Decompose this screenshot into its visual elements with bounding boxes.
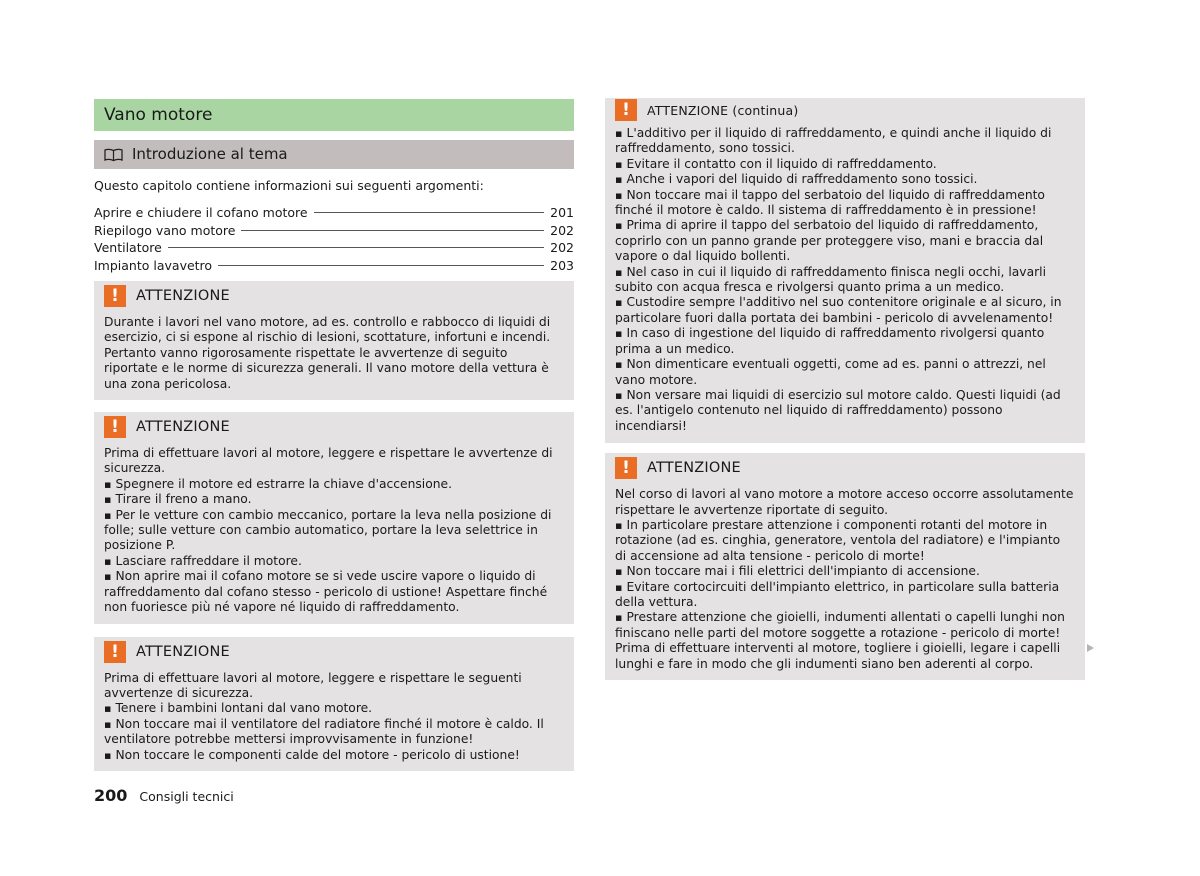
warning-list <box>104 477 564 616</box>
toc-row[interactable] <box>94 257 574 275</box>
toc-page: 202 <box>550 222 574 238</box>
toc-label: Ventilatore <box>94 240 162 255</box>
warning-title: ATTENZIONE (continua) <box>647 102 799 118</box>
warning-body <box>104 446 564 615</box>
book-icon <box>104 148 123 162</box>
list-item: ▪ In caso di ingestione del liquido di raffreddamento rivolgersi quanto prima a un medico. <box>615 326 1075 357</box>
toc <box>94 204 574 274</box>
warning-text: Nel corso di lavori al vano motore a motore acceso occorre assolutamente rispettare le avvertenze riportate di seguito. <box>615 487 1074 517</box>
warning-header <box>104 637 564 667</box>
list-item: ▪ Custodire sempre l'additivo nel suo contenitore originale e al sicuro, in particolare fuori dalla portata dei bambini - pericolo di avvelenamento! <box>615 295 1075 326</box>
warning-list <box>615 126 1075 434</box>
warning-body <box>615 126 1075 434</box>
toc-label: Impianto lavavetro <box>94 257 213 273</box>
list-item: ▪ Nel caso in cui il liquido di raffreddamento finisca negli occhi, lavarli subito con acqua fresca e rivolgersi quanto prima a un medico. <box>615 265 1075 296</box>
toc-leader <box>314 212 545 213</box>
section-title: Vano motore <box>94 99 574 131</box>
left-column <box>94 99 574 771</box>
warning-icon: ! <box>104 416 126 438</box>
warning-text: Durante i lavori nel vano motore, ad es. controllo e rabbocco di liquidi di esercizio, ci si espone al rischio di lesioni, scottature, infortuni e incendi. Pertanto vanno rigorosamente rispettate le avvertenze di seguito riportate e le norme di sicurezza generali. Il vano motore della vettura è una zona pericolosa. <box>104 315 551 391</box>
chapter-label: Consigli tecnici <box>139 789 234 804</box>
list-item: ▪ Prima di aprire il tappo del serbatoio del liquido di raffreddamento, coprirlo con un panno grande per proteggere viso, mani e braccia dal vapore o dal liquido bollenti. <box>615 218 1075 264</box>
toc-leader <box>168 247 544 248</box>
warning-header <box>615 98 1075 122</box>
toc-label: Riepilogo vano motore <box>94 222 236 238</box>
toc-label: Aprire e chiudere il cofano motore <box>94 205 308 220</box>
warning-title: ATTENZIONE <box>647 460 741 477</box>
list-item: ▪ Evitare cortocircuiti dell'impianto elettrico, in particolare sulla batteria della vettura. <box>615 580 1075 611</box>
toc-row[interactable] <box>94 222 574 240</box>
warning-box <box>94 412 574 623</box>
warning-box <box>605 453 1085 680</box>
list-item: ▪ Anche i vapori del liquido di raffreddamento sono tossici. <box>615 172 1075 187</box>
warning-body <box>104 671 564 763</box>
sub-header-title: Introduzione al tema <box>132 145 288 163</box>
warning-title: ATTENZIONE <box>136 643 230 660</box>
list-item: ▪ Tirare il freno a mano. <box>104 492 564 507</box>
list-item: ▪ Lasciare raffreddare il motore. <box>104 554 564 569</box>
list-item: ▪ Non toccare mai il tappo del serbatoio del liquido di raffreddamento finché il motore è caldo. Il sistema di raffreddamento è in pressione! <box>615 188 1075 219</box>
intro-text: Questo capitolo contiene informazioni sui seguenti argomenti: <box>94 178 484 193</box>
list-item: ▪ Tenere i bambini lontani dal vano motore. <box>104 701 564 716</box>
warning-header <box>615 453 1075 483</box>
toc-page: 202 <box>550 240 574 255</box>
continue-arrow-icon <box>1087 644 1094 652</box>
page-footer <box>94 786 234 805</box>
warning-box <box>94 637 574 771</box>
list-item: ▪ Evitare il contatto con il liquido di raffreddamento. <box>615 157 1075 172</box>
warning-list <box>615 518 1075 672</box>
list-item: ▪ Non versare mai liquidi di esercizio sul motore caldo. Questi liquidi (ad es. l'antigelo contenuto nel liquido di raffreddamento) possono incendiarsi! <box>615 388 1075 434</box>
toc-leader <box>241 230 544 231</box>
warning-box <box>94 281 574 400</box>
list-item: ▪ Spegnere il motore ed estrarre la chiave d'accensione. <box>104 477 564 492</box>
list-item: ▪ Non toccare mai il ventilatore del radiatore finché il motore è caldo. Il ventilatore potrebbe mettersi improvvisamente in funzione! <box>104 717 564 748</box>
warning-title: ATTENZIONE <box>136 288 230 304</box>
list-item: ▪ Non toccare le componenti calde del motore - pericolo di ustione! <box>104 748 564 763</box>
page-number: 200 <box>94 786 128 805</box>
warning-box-continued <box>605 98 1085 443</box>
warning-icon: ! <box>615 457 637 479</box>
list-item: ▪ Non toccare mai i fili elettrici dell'impianto di accensione. <box>615 564 1075 579</box>
warning-body <box>615 487 1075 672</box>
warning-icon: ! <box>615 99 637 121</box>
right-column <box>605 98 1085 680</box>
warning-header <box>104 412 564 442</box>
sub-header <box>94 140 574 169</box>
toc-leader <box>218 265 544 266</box>
list-item: ▪ Non dimenticare eventuali oggetti, come ad es. panni o attrezzi, nel vano motore. <box>615 357 1075 388</box>
list-item: ▪ L'additivo per il liquido di raffreddamento, e quindi anche il liquido di raffreddamento, sono tossici. <box>615 126 1075 157</box>
warning-text: Prima di effettuare lavori al motore, leggere e rispettare le avvertenze di sicurezza. <box>104 446 553 476</box>
warning-list <box>104 701 564 763</box>
warning-icon: ! <box>104 285 126 307</box>
toc-page: 203 <box>550 257 574 273</box>
toc-row[interactable] <box>94 239 574 257</box>
warning-text: Prima di effettuare lavori al motore, leggere e rispettare le seguenti avvertenze di sicurezza. <box>104 670 522 700</box>
list-item: ▪ In particolare prestare attenzione i componenti rotanti del motore in rotazione (ad es. cinghia, generatore, ventola del radiatore) e l'impianto di accensione ad alta tensione - pericolo di morte! <box>615 518 1075 564</box>
list-item: ▪ Non aprire mai il cofano motore se si vede uscire vapore o liquido di raffreddamento dal cofano stesso - pericolo di ustione! Aspettare finché non fuoriesce più né vapore né liquido di raffreddamento. <box>104 569 564 615</box>
warning-icon: ! <box>104 641 126 663</box>
list-item: ▪ Prestare attenzione che gioielli, indumenti allentati o capelli lunghi non finiscano nelle parti del motore soggette a rotazione - pericolo di morte! Prima di effettuare interventi al motore, togliere i gioielli, legare i capelli lunghi e fare in modo che gli indumenti siano ben aderenti al corpo. <box>615 610 1075 672</box>
toc-row[interactable] <box>94 204 574 222</box>
toc-page: 201 <box>550 205 574 220</box>
warning-header <box>104 281 564 311</box>
list-item: ▪ Per le vetture con cambio meccanico, portare la leva nella posizione di folle; sulle vetture con cambio automatico, portare la leva selettrice in posizione P. <box>104 508 564 554</box>
warning-body <box>104 315 564 392</box>
warning-title: ATTENZIONE <box>136 419 230 436</box>
